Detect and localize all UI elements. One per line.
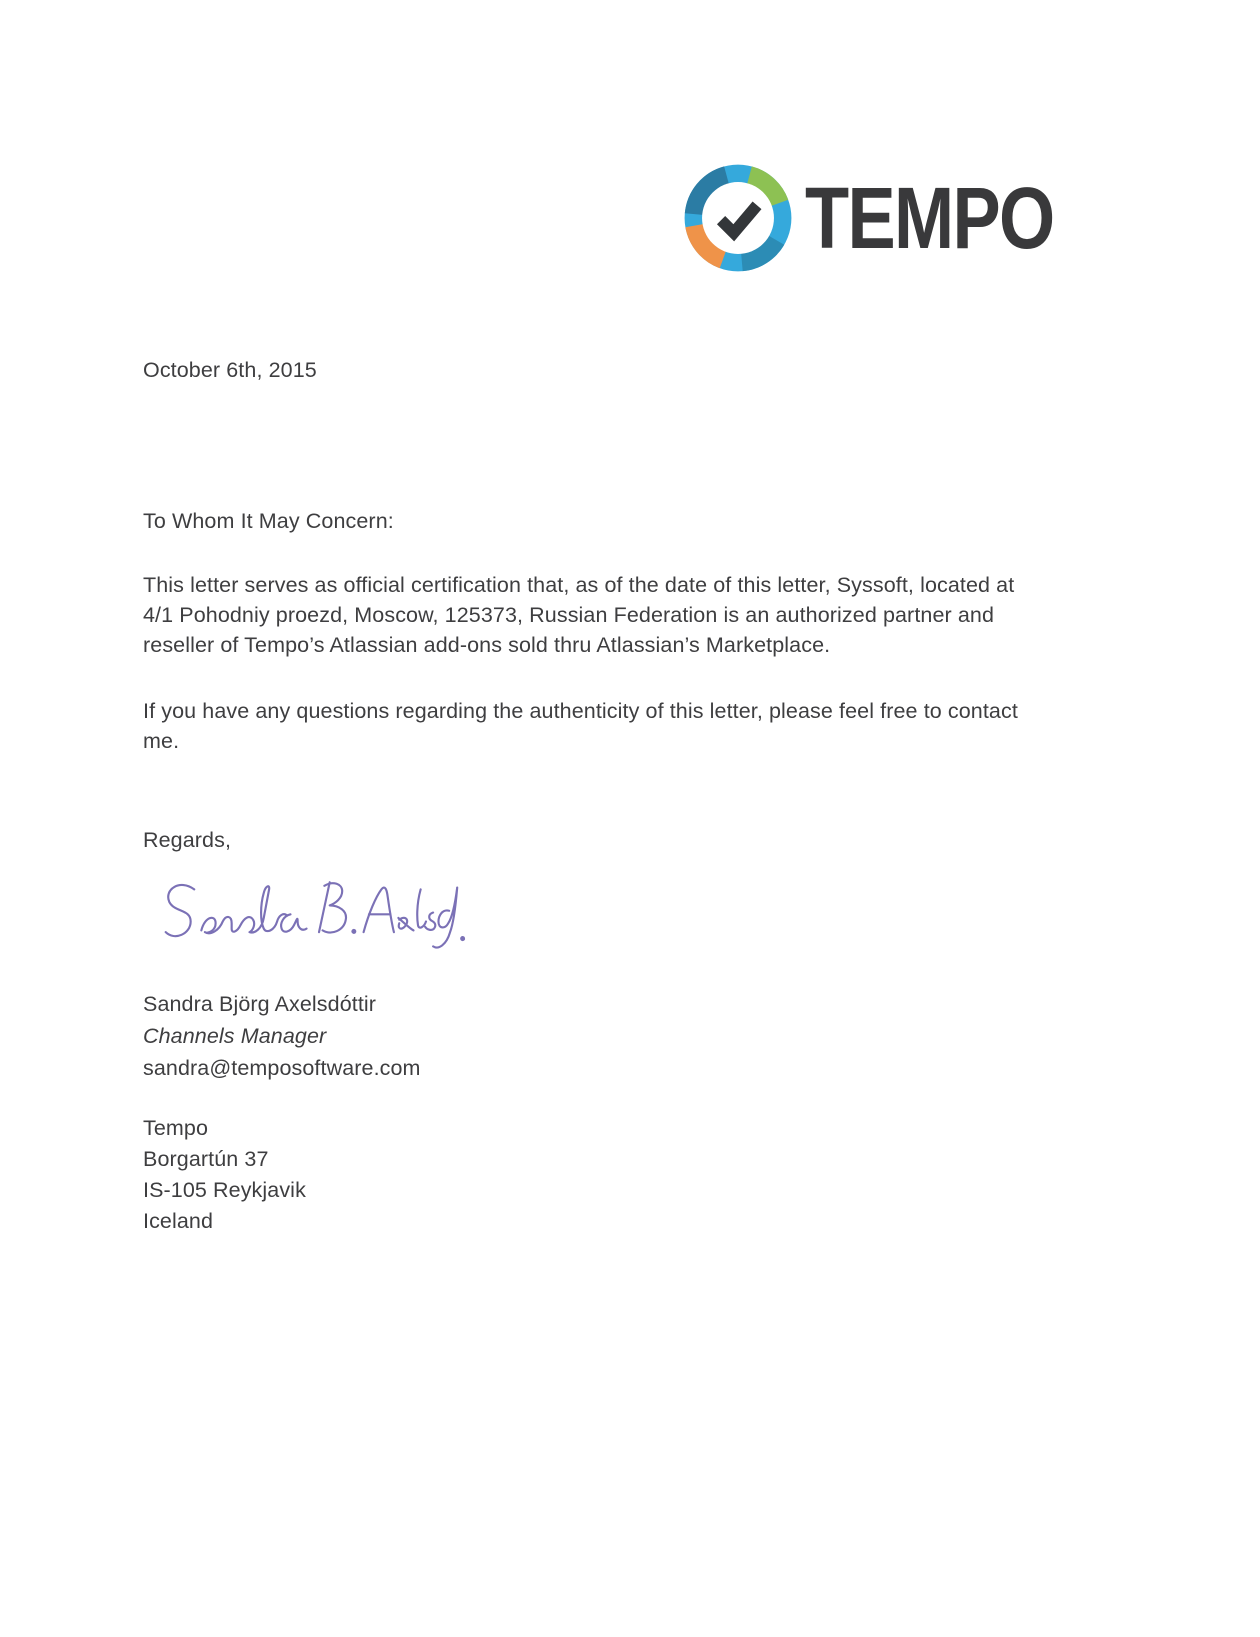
company-address-block	[143, 1113, 306, 1237]
company-address-line: IS-105 Reykjavik	[143, 1178, 306, 1202]
letter-paragraph-1	[143, 570, 1073, 660]
company-address-line: Iceland	[143, 1209, 214, 1233]
signer-title: Channels Manager	[143, 1024, 327, 1048]
paragraph-line: If you have any questions regarding the authenticity of this letter, please feel free to contact	[143, 699, 1018, 723]
tempo-wordmark: TEMPO	[805, 170, 1054, 267]
tempo-logo-mark-icon	[683, 163, 793, 273]
letter-closing: Regards,	[143, 828, 232, 852]
company-name: Tempo	[143, 1116, 209, 1140]
signer-email: sandra@temposoftware.com	[143, 1056, 421, 1080]
signer-name: Sandra Björg Axelsdóttir	[143, 992, 377, 1016]
paragraph-line: 4/1 Pohodniy proezd, Moscow, 125373, Russian Federation is an authorized partner and	[143, 603, 995, 627]
letter-date: October 6th, 2015	[143, 358, 317, 382]
letter-greeting: To Whom It May Concern:	[143, 509, 394, 533]
paragraph-line: This letter serves as official certification that, as of the date of this letter, Syssoft, located at	[143, 573, 1015, 597]
letter-paragraph-2	[143, 696, 1073, 756]
paragraph-line: reseller of Tempo’s Atlassian add-ons sold thru Atlassian’s Marketplace.	[143, 633, 831, 657]
paragraph-line: me.	[143, 729, 180, 753]
company-address-line: Borgartún 37	[143, 1147, 269, 1171]
signer-block	[143, 988, 421, 1084]
signature-image	[155, 876, 467, 958]
